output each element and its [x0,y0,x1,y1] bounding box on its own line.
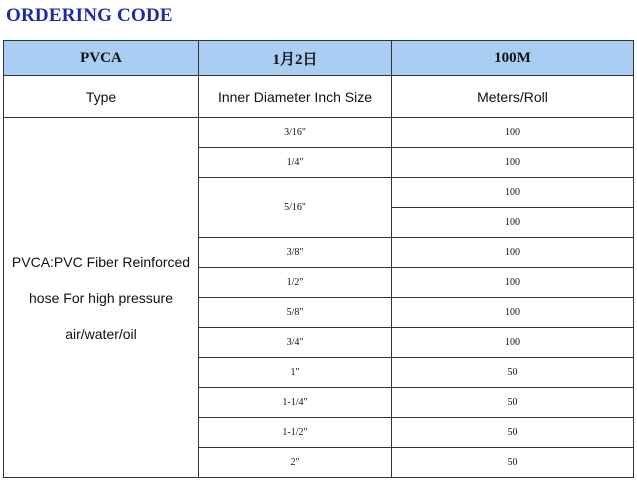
description-line: air/water/oil [65,325,137,342]
meters-cell: 50 [392,448,634,478]
size-cell: 1-1/2" [199,418,392,448]
size-cell: 5/16" [199,178,392,238]
header-date-cell: 1月2日 [199,41,392,76]
meters-cell: 100 [392,238,634,268]
header-length-cell: 100M [392,41,634,76]
meters-cell: 100 [392,298,634,328]
column-header-size: Inner Diameter Inch Size [199,76,392,118]
table-row [4,118,634,148]
meters-cell: 100 [392,208,634,238]
size-cell: 2" [199,448,392,478]
meters-cell: 100 [392,148,634,178]
size-cell: 3/8" [199,238,392,268]
ordering-code-table [3,40,634,478]
size-cell: 5/8" [199,298,392,328]
column-header-type: Type [4,76,199,118]
size-cell: 1/4" [199,148,392,178]
meters-cell: 50 [392,418,634,448]
meters-cell: 100 [392,178,634,208]
size-cell: 1/2" [199,268,392,298]
column-header-row [4,76,634,118]
product-description-cell [4,118,199,478]
meters-cell: 50 [392,388,634,418]
column-header-meters: Meters/Roll [392,76,634,118]
header-model-cell: PVCA [4,41,199,76]
size-cell: 3/16" [199,118,392,148]
description-line: PVCA:PVC Fiber Reinforced [11,253,191,270]
meters-cell: 50 [392,358,634,388]
size-cell: 1" [199,358,392,388]
meters-cell: 100 [392,268,634,298]
meters-cell: 100 [392,118,634,148]
size-cell: 1-1/4" [199,388,392,418]
description-line: hose For high pressure [29,289,173,306]
page-title: ORDERING CODE [6,5,173,26]
table-header-row [4,41,634,76]
meters-cell: 100 [392,328,634,358]
size-cell: 3/4" [199,328,392,358]
